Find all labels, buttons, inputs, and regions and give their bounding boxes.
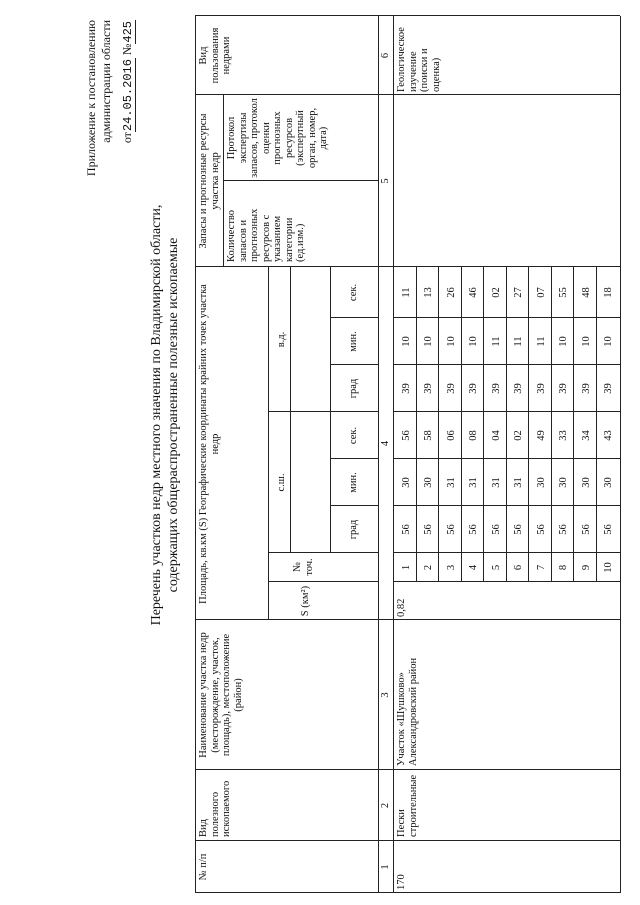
lat-grad: 56 <box>558 524 569 535</box>
column-number: 1 <box>380 864 391 870</box>
lon-min: 11 <box>536 336 547 347</box>
header-longitude: в.д. <box>276 331 287 348</box>
lon-min: 10 <box>603 336 614 347</box>
record-area: 0,82 <box>396 598 407 617</box>
lon-grad: 39 <box>581 383 592 394</box>
point-number: 5 <box>491 564 502 571</box>
lat-min: 30 <box>603 477 614 488</box>
lat-min: 31 <box>468 477 479 488</box>
header-latitude: с.ш. <box>276 473 287 492</box>
header-mineral-type: Вид полезного ископаемого <box>198 780 232 837</box>
lat-sec: 49 <box>536 430 547 441</box>
header-lon-grad: град <box>348 378 359 399</box>
header-reserves: Запасы и прогнозные ресурсы участка недр <box>198 113 221 249</box>
lat-min: 30 <box>581 477 592 488</box>
lat-sec: 06 <box>446 430 457 441</box>
column-number: 3 <box>380 692 391 698</box>
lat-grad: 56 <box>603 524 614 535</box>
lat-grad: 56 <box>401 524 412 535</box>
point-number: 4 <box>468 564 479 571</box>
header-row-number: № п/п <box>198 853 209 881</box>
lat-sec: 58 <box>423 430 434 441</box>
appendix-number-label: № <box>120 43 134 56</box>
header-lat-sec: сек. <box>348 426 359 445</box>
appendix-from-label: от <box>120 132 134 144</box>
lon-grad: 39 <box>446 383 457 394</box>
lon-grad: 39 <box>536 383 547 394</box>
lon-min: 11 <box>491 336 502 347</box>
lon-sec: 18 <box>603 287 614 298</box>
point-number: 3 <box>446 564 457 571</box>
lon-min: 10 <box>558 336 569 347</box>
lat-min: 30 <box>558 477 569 488</box>
column-number: 2 <box>380 802 391 809</box>
point-number: 7 <box>536 564 547 571</box>
lat-sec: 34 <box>581 430 592 441</box>
point-number: 2 <box>423 564 434 571</box>
header-area-s: S (км²) <box>300 585 311 617</box>
lon-grad: 39 <box>603 383 614 394</box>
page-title-line-1: Перечень участков недр местного значения по Владимирской области, <box>149 204 164 626</box>
appendix-line-2: администрации области <box>99 20 113 143</box>
header-site-name: Наименование участка недр (месторождение, участок, площадь), местоположение (район) <box>198 632 244 758</box>
header-lon-min: мин. <box>348 331 359 352</box>
lat-grad: 56 <box>446 524 457 535</box>
lat-min: 31 <box>513 477 524 488</box>
point-number: 9 <box>581 564 592 571</box>
lon-min: 11 <box>513 336 524 347</box>
lat-grad: 56 <box>581 524 592 535</box>
column-number: 4 <box>380 440 391 447</box>
lat-grad: 56 <box>423 524 434 535</box>
lon-sec: 27 <box>513 287 524 298</box>
lat-min: 31 <box>446 477 457 488</box>
lon-min: 10 <box>468 336 479 347</box>
lon-min: 10 <box>446 336 457 347</box>
appendix-date: 24.05.2016 <box>121 59 135 132</box>
lat-min: 30 <box>536 477 547 488</box>
record-number: 170 <box>396 874 407 890</box>
column-number: 5 <box>380 178 391 184</box>
lon-grad: 39 <box>423 383 434 394</box>
lon-grad: 39 <box>513 383 524 394</box>
lat-min: 30 <box>401 477 412 488</box>
lon-sec: 26 <box>446 287 457 298</box>
lon-sec: 02 <box>491 287 502 298</box>
header-reserves-protocol: Протокол экспертизы запасов, протокол оценки прогнозных ресурсов (экспертный орган, номер, дата) <box>226 98 329 178</box>
lon-grad: 39 <box>558 383 569 394</box>
page-title-line-2: содержащих общераспространенные полезные ископаемые <box>166 237 181 593</box>
lat-sec: 02 <box>513 430 524 441</box>
appendix-number: 425 <box>121 21 135 43</box>
lat-sec: 56 <box>401 430 412 441</box>
lat-min: 31 <box>491 477 502 488</box>
lat-sec: 08 <box>468 430 479 441</box>
lat-sec: 04 <box>491 430 502 441</box>
lat-min: 30 <box>423 477 434 488</box>
lon-sec: 13 <box>423 287 434 298</box>
header-reserves-quantity: Количество запасов и прогнозных ресурсов с указанием категории (ед.изм.) <box>226 208 306 262</box>
lon-grad: 39 <box>401 383 412 394</box>
column-number: 6 <box>380 52 391 59</box>
lon-grad: 39 <box>468 383 479 394</box>
point-number: 6 <box>513 564 524 571</box>
lon-sec: 46 <box>468 287 479 298</box>
point-number: 1 <box>401 564 412 571</box>
lat-sec: 33 <box>558 430 569 441</box>
header-point-number: № точ. <box>292 558 315 576</box>
lon-sec: 11 <box>401 287 412 298</box>
lat-grad: 56 <box>513 524 524 535</box>
lon-min: 10 <box>423 336 434 347</box>
header-lat-grad: град <box>348 519 359 540</box>
lat-grad: 56 <box>468 524 479 535</box>
lon-sec: 55 <box>558 287 569 298</box>
record-site: Участок «Шушково» Александровский район <box>396 657 419 766</box>
point-number: 10 <box>603 562 614 573</box>
record-usage: Геологическое изучение (поиски и оценка) <box>396 27 442 92</box>
header-area-coordinates: Площадь, кв.км (S) Географические координаты крайних точек участка недр <box>198 284 221 604</box>
header-subsoil-use: Вид пользования недрами <box>198 27 232 84</box>
appendix-date-line <box>120 20 135 305</box>
lon-min: 10 <box>581 336 592 347</box>
lon-sec: 48 <box>581 287 592 298</box>
header-lon-sec: сек. <box>348 283 359 302</box>
lon-grad: 39 <box>491 383 502 394</box>
lat-sec: 43 <box>603 430 614 441</box>
record-mineral: Пески строительные <box>396 774 419 837</box>
appendix-line-1: Приложение к постановлению <box>84 20 98 177</box>
lat-grad: 56 <box>491 524 502 535</box>
lon-min: 10 <box>401 336 412 347</box>
point-number: 8 <box>558 564 569 571</box>
lon-sec: 07 <box>536 287 547 298</box>
lat-grad: 56 <box>536 524 547 535</box>
header-lat-min: мин. <box>348 472 359 493</box>
